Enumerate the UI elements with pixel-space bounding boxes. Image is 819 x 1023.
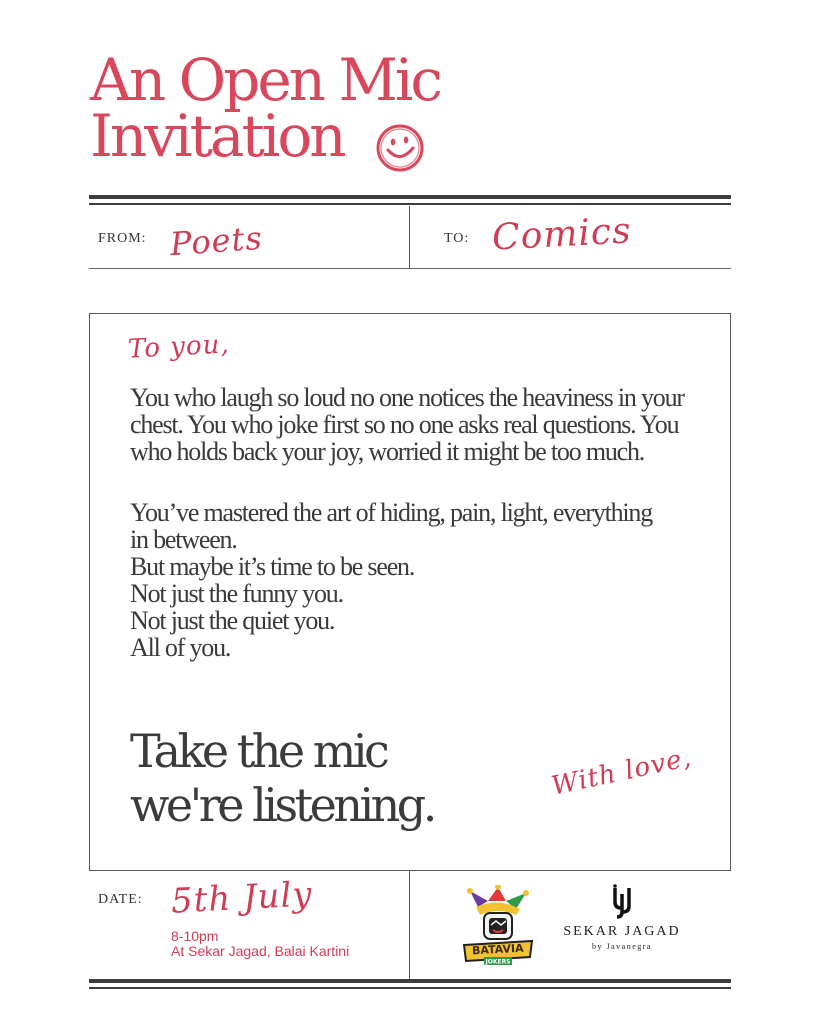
date-value: 5th July [170, 874, 314, 922]
title-line-2: Invitation [90, 102, 344, 170]
letter-paragraph-1: You who laugh so loud no one notices the heaviness in your chest. You who joke first so no one asks real questions. You who holds back your joy, worried it might be too much. [130, 383, 684, 466]
title-line-1: An Open Mic [90, 46, 440, 114]
to-value: Comics [491, 210, 633, 259]
letter-body [130, 384, 720, 661]
date-logos-divider [409, 871, 410, 979]
headline-line-2: we're listening. [130, 778, 434, 832]
from-to-bottom-rule [89, 268, 731, 269]
top-rule-thin [89, 203, 731, 205]
headline-line-1: Take the mic [130, 724, 387, 778]
event-time: 8-10pm [171, 928, 219, 944]
letter-signoff: With love, [548, 742, 695, 802]
letter-line: But maybe it’s time to be seen. [130, 552, 415, 581]
to-label: TO: [444, 231, 470, 246]
smiley-icon [374, 122, 426, 174]
from-label: FROM: [98, 231, 147, 246]
letter-line: Not just the quiet you. [130, 606, 335, 635]
from-value: Poets [168, 218, 264, 264]
bottom-rule-thin [89, 987, 731, 989]
letter-line: All of you. [130, 633, 231, 662]
letter-line: Not just the funny you. [130, 579, 343, 608]
letter-salutation: To you, [127, 329, 231, 365]
top-rule-thick [89, 195, 731, 199]
bottom-rule-thick [89, 979, 731, 983]
batavia-jokers-logo [460, 885, 536, 965]
sekar-jagad-mark-icon [609, 884, 635, 920]
jokers-wordmark: BATAVIA [471, 941, 524, 958]
letter-line: You’ve mastered the art of hiding, pain, light, everything in between. [130, 498, 653, 554]
sekar-jagad-name: SEKAR JAGAD [563, 924, 681, 939]
sekar-jagad-sub: by Javanegra [592, 942, 652, 951]
letter-headline [130, 724, 550, 832]
sekar-jagad-logo [552, 884, 692, 960]
event-venue: At Sekar Jagad, Balai Kartini [171, 943, 350, 959]
page-title [90, 46, 610, 170]
from-to-divider [409, 206, 410, 269]
date-label: DATE: [98, 892, 143, 907]
paragraph-gap [130, 465, 720, 499]
jokers-subword: JOKERS [485, 958, 511, 965]
